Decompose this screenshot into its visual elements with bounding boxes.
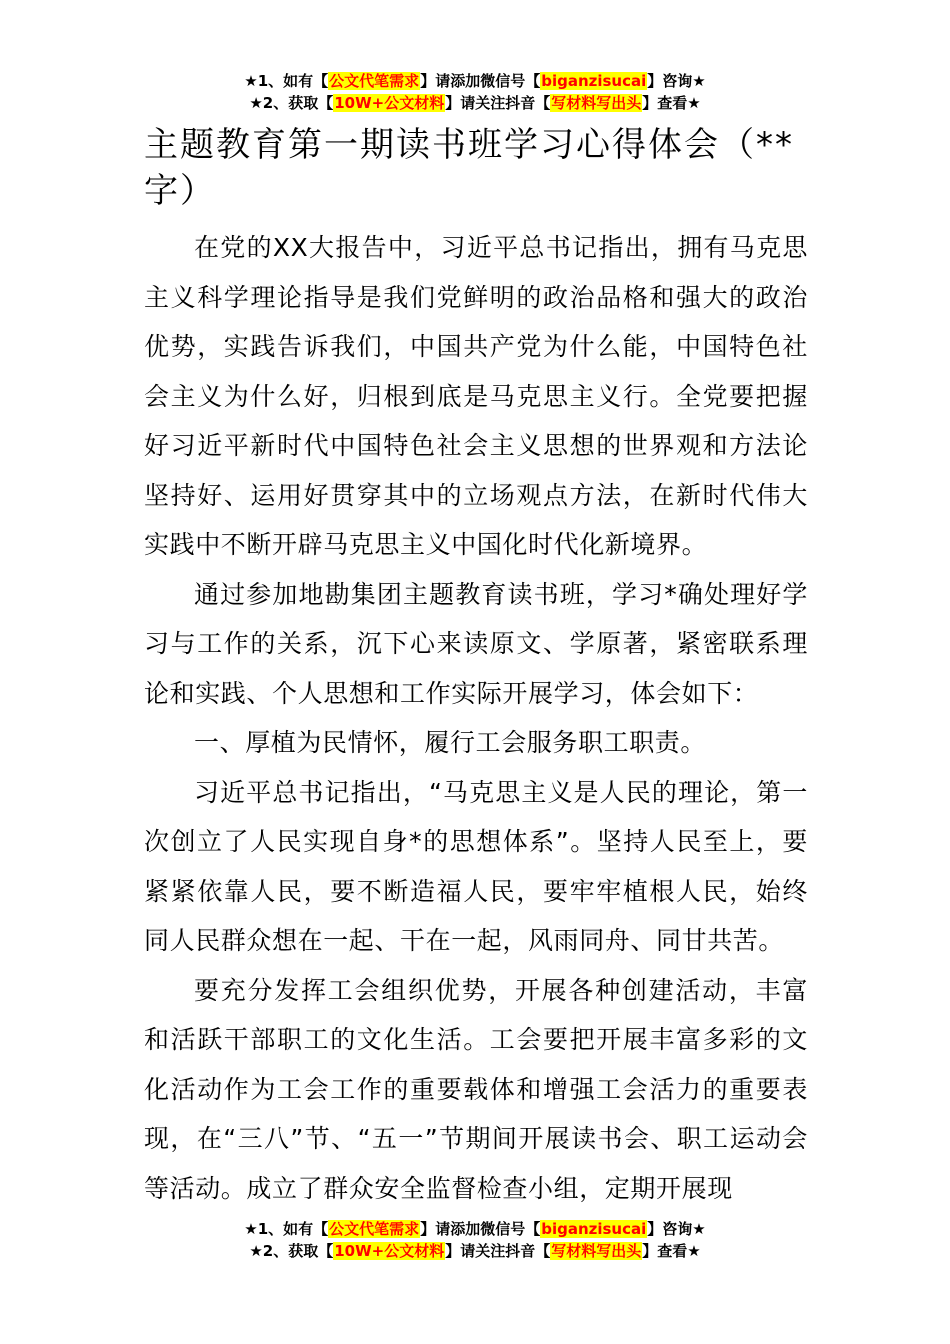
banner-line-1: [0, 1218, 950, 1240]
banner-text: 】请关注抖音【: [445, 1242, 551, 1260]
paragraph: 习近平总书记指出，“马克思主义是人民的理论，第一次创立了人民实现自身*的思想体系”。坚持人民至上，要紧紧依靠人民，要不断造福人民，要牢牢植根人民，始终同人民群众想在一起、干在一起，风雨同舟、同甘共苦。: [144, 777, 808, 955]
banner-highlight: 10W+公文材料: [334, 94, 445, 112]
footer-banner: [0, 1218, 950, 1262]
banner-highlight: biganzisucai: [541, 72, 647, 90]
section-heading: 一、厚植为民情怀，履行工会服务职工职责。: [194, 728, 707, 757]
banner-line-1: [0, 70, 950, 92]
document-title: 主题教育第一期读书班学习心得体会（**字）: [144, 125, 794, 211]
paragraph: 在党的XX大报告中，习近平总书记指出，拥有马克思主义科学理论指导是我们党鲜明的政治品格和强大的政治优势，实践告诉我们，中国共产党为什么能，中国特色社会主义为什么好，归根到底是马克思主义行。全党要把握好习近平新时代中国特色社会主义思想的世界观和方法论坚持好、运用好贯穿其中的立场观点方法，在新时代伟大实践中不断开辟马克思主义中国化时代化新境界。: [144, 233, 808, 559]
banner-text: 】请添加微信号【: [420, 72, 541, 90]
banner-highlight: 写材料写出头: [551, 1242, 642, 1260]
banner-highlight: 公文代笔需求: [329, 72, 420, 90]
banner-text: 】咨询★: [647, 72, 706, 90]
paragraph: 通过参加地勘集团主题教育读书班，学习*确处理好学习与工作的关系，沉下心来读原文、学原著，紧密联系理论和实践、个人思想和工作实际开展学习，体会如下：: [144, 579, 808, 708]
banner-text: 】请添加微信号【: [420, 1220, 541, 1238]
document-body: [144, 223, 808, 1213]
banner-text: 】查看★: [642, 1242, 701, 1260]
banner-highlight: biganzisucai: [541, 1220, 647, 1238]
banner-text: ★1、如有【: [244, 1220, 329, 1238]
banner-text: ★2、获取【: [249, 1242, 334, 1260]
banner-text: ★2、获取【: [249, 94, 334, 112]
banner-line-2: [0, 1240, 950, 1262]
banner-highlight: 写材料写出头: [551, 94, 642, 112]
header-banner: [0, 70, 950, 114]
banner-highlight: 10W+公文材料: [334, 1242, 445, 1260]
banner-text: 】查看★: [642, 94, 701, 112]
banner-text: ★1、如有【: [244, 72, 329, 90]
banner-highlight: 公文代笔需求: [329, 1220, 420, 1238]
banner-line-2: [0, 92, 950, 114]
banner-text: 】请关注抖音【: [445, 94, 551, 112]
paragraph: 要充分发挥工会组织优势，开展各种创建活动，丰富和活跃干部职工的文化生活。工会要把开展丰富多彩的文化活动作为工会工作的重要载体和增强工会活力的重要表现，在“三八”节、“五一”节期间开展读书会、职工运动会等活动。成立了群众安全监督检查小组，定期开展现: [144, 975, 808, 1203]
banner-text: 】咨询★: [647, 1220, 706, 1238]
